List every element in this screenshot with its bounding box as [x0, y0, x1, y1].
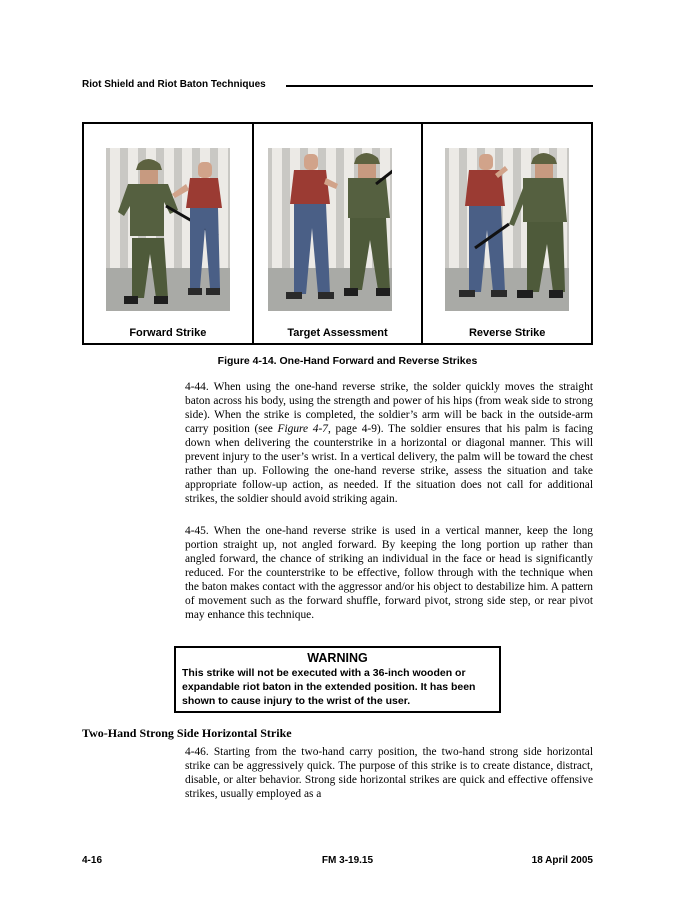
- paragraph-4-44: [185, 380, 593, 506]
- reverse-strike-photo: [445, 148, 569, 311]
- header-rule: [286, 85, 593, 87]
- figure-title: Figure 4-14. One-Hand Forward and Reverse Strikes: [217, 355, 478, 367]
- paragraph-4-46: 4-46. Starting from the two-hand carry position, the two-hand strong side horizontal strike can be aggressively quick. The purpose of this strike is to create distance, distract, disable, or alter behavior. Strong side horizontal strikes are quick and effective offensive strikes, usually employed as a: [185, 746, 593, 800]
- forward-strike-photo: [106, 148, 230, 311]
- footer-page-number: 4-16: [82, 855, 103, 866]
- figure-panel-target-assessment: [254, 124, 424, 343]
- figure-4-14: [82, 122, 593, 345]
- footer-manual-number: FM 3-19.15: [321, 855, 374, 866]
- warning-box: [174, 646, 501, 713]
- running-header: Riot Shield and Riot Baton Techniques: [82, 79, 266, 90]
- panel-caption: Reverse Strike: [468, 327, 546, 339]
- figure-panel-reverse-strike: [423, 124, 591, 343]
- figure-panel-forward-strike: [84, 124, 254, 343]
- paragraph-4-45: 4-45. When the one-hand reverse strike is used in a vertical manner, keep the long portion straight up, not angled forward. By keeping the long portion up rather than angled forward, the chance of striking an individual in the face or head is significantly reduced. For the counterstrike to be effective, follow through with the technique when the baton makes contact with the aggressor and/or his object to destabilize him. A pattern of movement such as the forward shuffle, forward pivot, strong side step, or rear pivot may enhance this technique.: [185, 525, 593, 621]
- warning-title: WARNING: [307, 651, 368, 665]
- panel-caption: Forward Strike: [129, 327, 207, 339]
- target-assessment-photo: [268, 148, 392, 311]
- figure-reference: Figure 4-7: [277, 423, 328, 435]
- paragraph-text: , page 4-9). The soldier ensures that his palm is facing down when delivering the counterstrike in a horizontal or diagonal manner. This will prevent injury to the user’s wrist. In a vertical delivery, the palm will be toward the chest rather than up. Following the one-hand reverse strike, assess the situation and take appropriate follow-up action, as needed. If the situation does not call for additional strikes, the soldier should avoid striking again.: [185, 423, 593, 505]
- paragraph-text: 4-44. When using the one-hand reverse strike, the solder quickly moves the straight baton across his body, using the strength and power of his hips (from weak side to strong side). When the strike is completed, the soldier’s arm will be back in the outside-arm carry position (see: [185, 381, 593, 435]
- panel-caption: Target Assessment: [287, 327, 388, 339]
- section-heading: Two-Hand Strong Side Horizontal Strike: [82, 726, 292, 740]
- warning-text: This strike will not be executed with a 36-inch wooden or expandable riot baton in the extended position. It has been shown to cause injury to the wrist of the user.: [182, 667, 476, 707]
- footer-date: 18 April 2005: [531, 855, 593, 866]
